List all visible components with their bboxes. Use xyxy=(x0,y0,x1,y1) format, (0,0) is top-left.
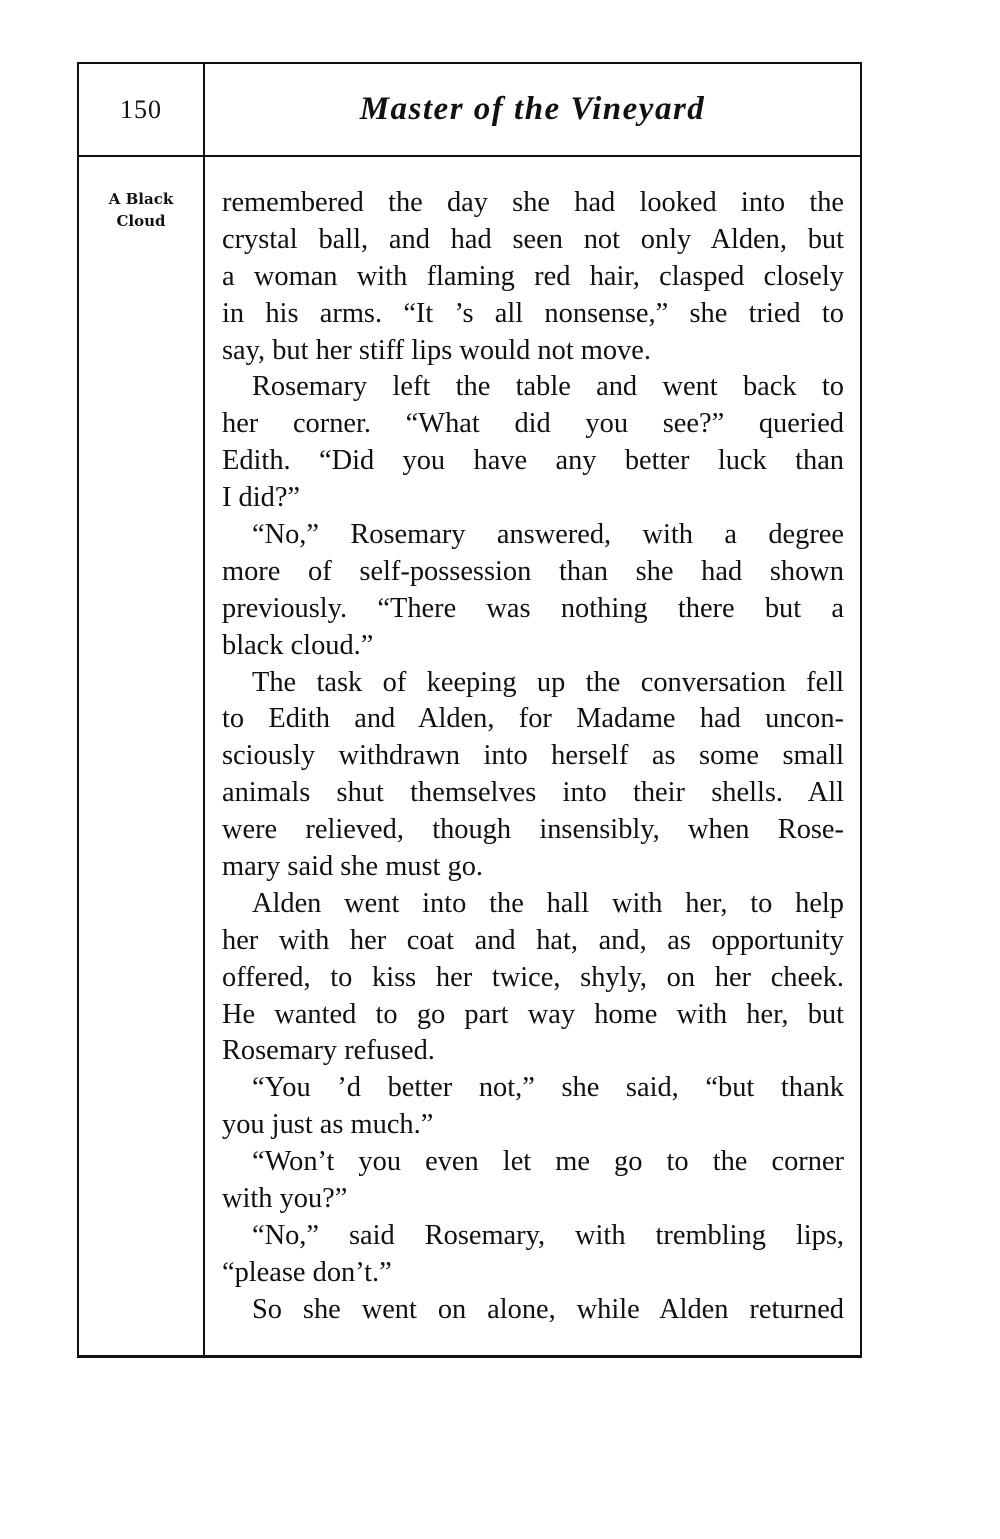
text-line: animals shut themselves into their shells. All xyxy=(222,777,844,809)
sidenote-line: Cloud xyxy=(116,212,166,230)
text-line: crystal ball, and had seen not only Alden, but xyxy=(222,223,844,255)
body-text xyxy=(222,185,844,1329)
text-line: more of self-possession than she had shown xyxy=(222,555,844,587)
text-line: So she went on alone, while Alden returned xyxy=(252,1293,844,1325)
text-line: to Edith and Alden, for Madame had uncon- xyxy=(222,703,844,735)
text-line: He wanted to go part way home with her, but xyxy=(222,998,844,1030)
text-line: in his arms. “It ’s all nonsense,” she tried to xyxy=(222,297,844,329)
text-line: “Won’t you even let me go to the corner xyxy=(252,1146,844,1178)
text-line: say, but her stiff lips would not move. xyxy=(222,334,651,366)
text-line: “No,” said Rosemary, with trembling lips, xyxy=(252,1219,844,1251)
text-line: offered, to kiss her twice, shyly, on her cheek. xyxy=(222,961,844,993)
text-line: a woman with flaming red hair, clasped closely xyxy=(222,260,844,292)
text-line: previously. “There was nothing there but a xyxy=(222,592,844,624)
text-line: black cloud.” xyxy=(222,629,374,661)
text-line: her with her coat and hat, and, as opportunity xyxy=(222,924,844,956)
page-number: 150 xyxy=(120,94,162,124)
text-line: sciously withdrawn into herself as some small xyxy=(222,740,844,772)
text-line: you just as much.” xyxy=(222,1109,434,1141)
header-divider xyxy=(77,155,862,157)
text-line: Rosemary left the table and went back to xyxy=(252,371,844,403)
text-line: with you?” xyxy=(222,1183,348,1215)
margin-sidenote xyxy=(79,188,203,232)
text-line: her corner. “What did you see?” queried xyxy=(222,408,844,440)
text-line: Alden went into the hall with her, to help xyxy=(252,887,844,919)
text-line: The task of keeping up the conversation fell xyxy=(252,666,844,698)
text-line: “please don’t.” xyxy=(222,1256,392,1288)
text-line: “You ’d better not,” she said, “but thank xyxy=(252,1072,844,1104)
text-line: Rosemary refused. xyxy=(222,1035,435,1067)
running-title: Master of the Vineyard xyxy=(359,91,706,127)
text-line: Edith. “Did you have any better luck than xyxy=(222,445,844,477)
text-line: were relieved, though insensibly, when Rose- xyxy=(222,814,844,846)
margin-divider xyxy=(203,62,205,1356)
text-line: mary said she must go. xyxy=(222,851,484,883)
text-line: remembered the day she had looked into the xyxy=(222,187,844,218)
sidenote-line: A Black xyxy=(108,190,174,208)
text-line: I did?” xyxy=(222,482,301,514)
text-line: “No,” Rosemary answered, with a degree xyxy=(252,519,844,551)
